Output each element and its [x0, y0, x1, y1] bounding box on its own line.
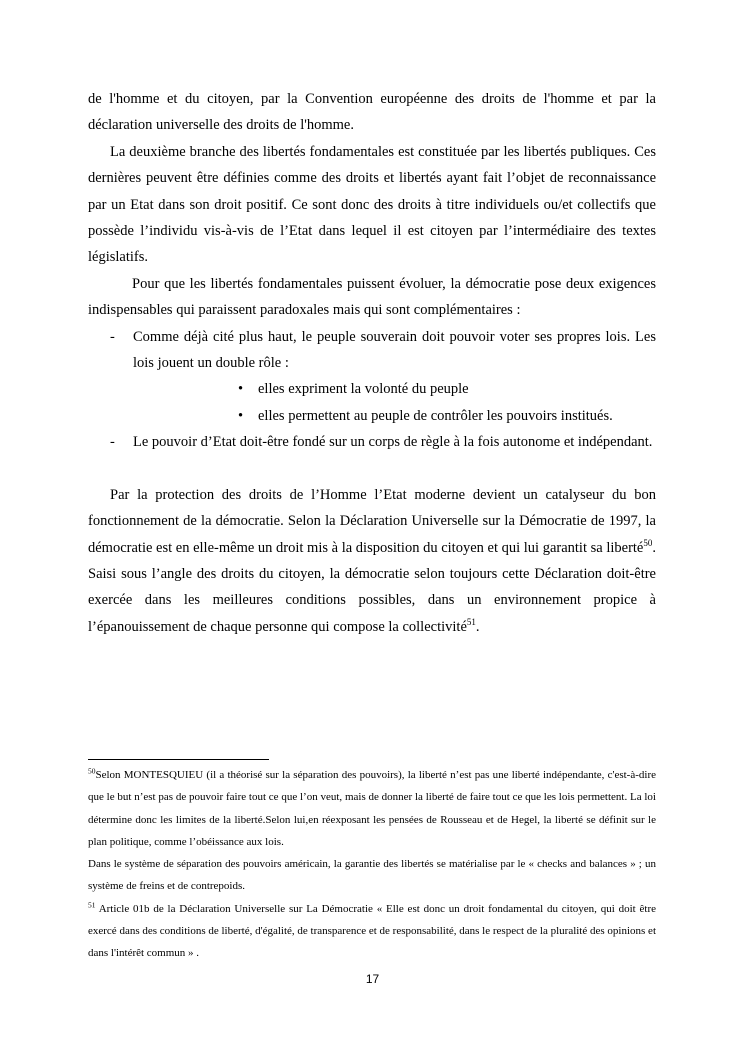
paragraph-spacer — [88, 456, 656, 482]
bullet-list-item-text: elles expriment la volonté du peuple — [258, 381, 469, 398]
paragraph-4 — [88, 482, 656, 640]
footnote-separator — [88, 759, 269, 760]
paragraph-3: Pour que les libertés fondamentales puissent évoluer, la démocratie pose deux exigences indispensables qui paraissent paradoxales mais qui sont complémentaires : — [88, 275, 656, 319]
page-number: 17 — [365, 972, 380, 986]
bullet-icon: • — [238, 407, 244, 424]
footnotes — [88, 764, 656, 965]
paragraph-1: de l'homme et du citoyen, par la Convention européenne des droits de l'homme et par la déclaration universelle des droits de l'homme. — [88, 91, 656, 134]
dash-list-item-1 — [88, 324, 656, 377]
footnote-ref-51[interactable]: 51 — [466, 616, 476, 627]
footnote-50-text: Selon MONTESQUIEU (il a théorisé sur la séparation des pouvoirs), la liberté n’est pas une liberté indépendante, c'est-à-dire que le but n’est pas de pouvoir faire tout ce que l’on veut, mais de donner la liberté de faire tout ce que les lois permettent. La loi détermine donc les limites de la liberté.Selon lui,en réexposant les pensées de Rousseau et de Hegel, la liberté se définit sur le plan politique, comme l’obéissance aux lois. — [88, 769, 656, 848]
footnote-50 — [88, 764, 656, 853]
footnote-50-number: 50 — [88, 766, 96, 776]
paragraph-4-part-b: . Saisi sous l’angle des droits du citoyen, la démocratie selon toujours cette Déclaration doit-être exercée dans les meilleures conditions possibles, dans un environnement propice à l’épanouissement de chaque personne qui compose la collectivité — [88, 539, 656, 635]
paragraph-2: La deuxième branche des libertés fondamentales est constituée par les libertés publiques. Ces dernières peuvent être définies comme des droits et libertés ayant fait l’objet de reconnaissance par un Etat dans son droit positif. Ce sont donc des droits à titre individuels ou/et collectifs que possède l’individu vis-à-vis de l’Etat dans lequel il est citoyen par l’intermédiaire des textes législatifs. — [88, 143, 656, 266]
paragraph-4-part-c: . — [475, 618, 480, 635]
footnote-51-text: Article 01b de la Déclaration Universelle sur La Démocratie « Elle est donc un droit fondamental du citoyen, qui doit être exercé dans des conditions de liberté, d'égalité, de transparence et de responsabilité, dans le respect de la pluralité des opinions et dans l'intérêt commun » . — [88, 902, 656, 960]
dash-marker: - — [110, 328, 115, 345]
dash-marker: - — [110, 434, 115, 451]
footnote-ref-50[interactable]: 50 — [643, 537, 653, 548]
footnote-51 — [88, 898, 656, 965]
dash-list-item-text: Le pouvoir d’Etat doit-être fondé sur un corps de règle à la fois autonome et indépendant. — [133, 434, 653, 451]
paragraph-4-part-a: Par la protection des droits de l’Homme l’Etat moderne devient un catalyseur du bon fonctionnement de la démocratie. Selon la Déclaration Universelle sur la Démocratie de 1997, la démocratie est en elle-même un droit mis à la disposition du citoyen et qui lui garantit sa liberté — [88, 486, 656, 556]
bullet-list-item-text: elles permettent au peuple de contrôler les pouvoirs institués. — [258, 407, 613, 424]
bullet-list-item-1 — [88, 376, 656, 402]
body-text — [88, 86, 656, 640]
dash-list-item-2 — [88, 429, 656, 455]
footnote-51-number: 51 — [88, 900, 96, 910]
bullet-list-item-2 — [88, 403, 656, 429]
dash-list-item-text: Comme déjà cité plus haut, le peuple souverain doit pouvoir voter ses propres lois. Les lois jouent un double rôle : — [133, 328, 656, 372]
footnote-50-continuation: Dans le système de séparation des pouvoirs américain, la garantie des libertés se matérialise par le « checks and balances » ; un système de freins et de contrepoids. — [88, 858, 656, 893]
bullet-icon: • — [238, 381, 244, 398]
